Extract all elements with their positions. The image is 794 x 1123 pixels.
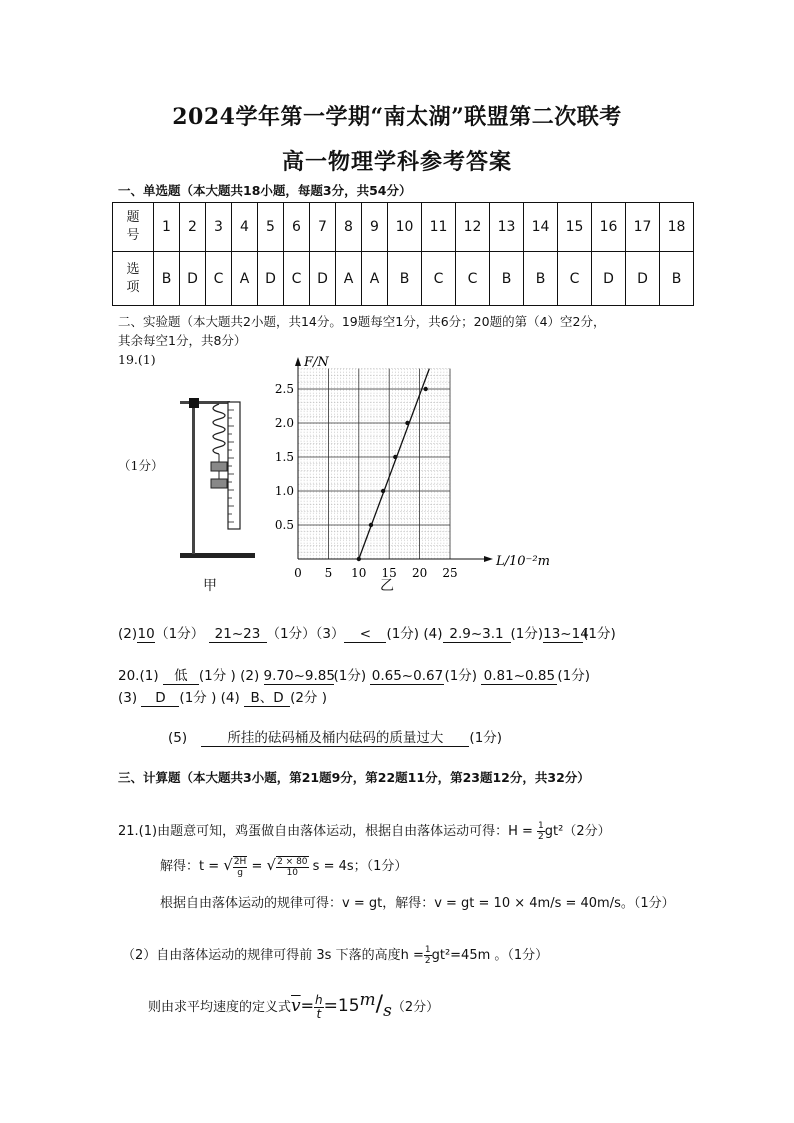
section2-heading-line1: 二、实验题（本大题共2小题，共14分。19题每空1分，共6分；20题的第（4）空2分，: [118, 314, 606, 329]
fraction-2h-g: $\frac{2H}{g}$: [233, 856, 247, 878]
q21-4-lead: （2）自由落体运动的规律可得前 3s 下落的高度h =: [122, 948, 424, 963]
y-tick-label: 2.5: [274, 382, 294, 396]
table-cell-number: 10: [388, 203, 422, 252]
table-cell-answer: B: [490, 252, 524, 306]
table-cell-number: 5: [258, 203, 284, 252]
q21-4-score: （1分）: [507, 948, 549, 963]
chart-data-point: [357, 557, 361, 561]
q20-part-5: (5): [168, 730, 188, 746]
q19-score-4: (1分): [510, 626, 544, 642]
q20-answer-1: 低: [163, 668, 199, 685]
table-cell-number: 17: [626, 203, 660, 252]
q19-part-4: (4): [423, 626, 443, 642]
q20-part-4: (4): [220, 690, 240, 706]
table-cell-number: 18: [660, 203, 694, 252]
fraction-half: $\frac{1}{2}$: [538, 821, 544, 842]
q20-answer-3a: D: [141, 690, 179, 707]
table-cell-number: 13: [490, 203, 524, 252]
unit-s: s: [383, 1001, 392, 1021]
q20-answer-4: 0.81~0.85: [481, 668, 557, 685]
q21-line5: [148, 990, 439, 1021]
sqrt-icon: √: [266, 856, 277, 874]
q19-part-3: （3）: [315, 626, 345, 642]
q21-2-score: （1分）: [366, 859, 408, 874]
chart-y-axis-label: F/N: [304, 355, 329, 370]
chart-ticks: [275, 382, 458, 580]
q20-answers-line3: [168, 726, 502, 747]
slash-icon: /: [375, 992, 384, 1017]
table-cell-number: 15: [558, 203, 592, 252]
q20-score-3a: (1分 ): [179, 690, 217, 706]
y-axis-arrow: [295, 357, 301, 366]
table-cell-number: 3: [206, 203, 232, 252]
x-tick-label: 25: [442, 566, 458, 580]
answer-table: [112, 202, 694, 306]
q19-answer-2: 21~23: [209, 626, 267, 643]
avg-velocity-value: =15: [323, 996, 360, 1016]
table-cell-number: 9: [362, 203, 388, 252]
q21-2-lead: 解得：t =: [160, 859, 220, 874]
x-axis-arrow: [484, 556, 493, 562]
table-cell-number: 14: [524, 203, 558, 252]
q20-answer-2: 9.70~9.85: [263, 668, 335, 684]
table-header-answer: 选项: [113, 252, 154, 306]
table-cell-answer: B: [660, 252, 694, 306]
y-tick-label: 2.0: [274, 416, 294, 430]
q19-label: 19.(1): [118, 352, 156, 367]
q20-answer-4a: B、D: [244, 690, 290, 707]
y-tick-label: 1.0: [274, 484, 294, 498]
q20-part-3: (3): [118, 690, 138, 706]
fraction-h-t: $\frac{h}{t}$: [315, 993, 323, 1021]
q20-answers-line1: [118, 664, 590, 685]
q21-3-text: 根据自由落体运动的规律可得：v = gt，解得：v = gt = 10 × 4m/s = 40m/s。: [160, 896, 634, 911]
q19-answer-1: 10: [137, 626, 155, 642]
sqrt-icon: √: [223, 856, 233, 874]
force-length-chart: [265, 352, 555, 597]
section1-heading: 一、单选题（本大题共18小题，每题3分，共54分）: [118, 183, 412, 198]
table-cell-number: 1: [154, 203, 180, 252]
chart-axes: [295, 357, 493, 562]
q19-score-1: （1分）: [155, 626, 205, 642]
table-cell-answer: B: [388, 252, 422, 306]
chart-data-point: [405, 421, 409, 425]
chart-grid-minor: [298, 369, 450, 559]
q20-answers-line2: [118, 686, 327, 707]
v-bar: $\overline{v}$: [291, 996, 301, 1016]
q21-line4: [122, 944, 548, 966]
table-cell-answer: D: [626, 252, 660, 306]
fraction-160-10: $\frac{2 \times 80}{10}$: [277, 856, 308, 878]
q21-3-score: （1分）: [633, 896, 675, 911]
q20-score-4: (1分): [557, 668, 590, 684]
table-cell-answer: C: [558, 252, 592, 306]
table-cell-number: 6: [284, 203, 310, 252]
section2-heading-line2: 其余每空1分，共8分）: [118, 333, 247, 348]
q20-score-5: (1分): [469, 730, 503, 746]
x-tick-label: 0: [294, 566, 302, 580]
x-tick-label: 15: [381, 566, 397, 580]
q19-part-2: (2): [118, 626, 138, 642]
section3-heading: 三、计算题（本大题共3小题，第21题9分，第22题11分，第23题12分，共32分）: [118, 770, 590, 785]
table-cell-answer: B: [154, 252, 180, 306]
q19-answers-line: [118, 622, 616, 643]
table-cell-answer: C: [206, 252, 232, 306]
q21-2-tail: s = 4s；: [312, 859, 367, 874]
unit-m: m: [359, 990, 376, 1010]
q21-line1: [118, 820, 611, 842]
q21-1-lead: 21.(1)由题意可知，鸡蛋做自由落体运动，根据自由落体运动可得：H =: [118, 824, 533, 839]
table-cell-number: 2: [180, 203, 206, 252]
table-header-number: 题号: [113, 203, 154, 252]
q21-5-score: （2分）: [391, 1000, 440, 1015]
table-cell-number: 8: [336, 203, 362, 252]
q19-score: （1分）: [118, 458, 164, 473]
q21-1-tail: gt²: [544, 824, 564, 839]
table-cell-number: 12: [456, 203, 490, 252]
q19-answer-3: <: [344, 626, 386, 643]
q20-score-3: (1分): [444, 668, 478, 684]
table-cell-answer: D: [310, 252, 336, 306]
q20-part-2: (2): [240, 668, 260, 684]
table-row-numbers: [113, 203, 694, 252]
chart-x-axis-label: L/10⁻²m: [496, 554, 550, 569]
page-subtitle: 高一物理学科参考答案: [281, 149, 512, 175]
x-tick-label: 5: [324, 566, 333, 580]
q20-score-4a: (2分 ): [290, 690, 327, 706]
page-title: 2024学年第一学期“南太湖”联盟第二次联考: [172, 104, 622, 130]
table-cell-answer: D: [180, 252, 206, 306]
table-cell-answer: A: [362, 252, 388, 306]
table-cell-number: 7: [310, 203, 336, 252]
fraction-half: $\frac{1}{2}$: [424, 945, 431, 966]
q21-line2: [160, 855, 407, 878]
chart-data-point: [393, 455, 397, 459]
table-cell-number: 4: [232, 203, 258, 252]
table-cell-number: 11: [422, 203, 456, 252]
table-row-answers: [113, 252, 694, 306]
chart-data-point: [423, 387, 427, 391]
q20-answer-3: 0.65~0.67: [371, 668, 444, 684]
q19-score-2: （1分）: [266, 626, 316, 642]
q21-5-lead: 则由求平均速度的定义式: [148, 1000, 292, 1015]
table-cell-answer: A: [232, 252, 258, 306]
q19-score-5: (1分): [583, 626, 616, 642]
table-cell-answer: C: [284, 252, 310, 306]
table-cell-answer: A: [336, 252, 362, 306]
q19-answer-5: 13~14: [543, 626, 589, 642]
chart-data-point: [381, 489, 385, 493]
q20-answer-5: 所挂的砝码桶及桶内砝码的质量过大: [201, 730, 469, 747]
figure-label-jia: 甲: [203, 578, 217, 594]
q19-answer-4: 2.9~3.1: [443, 626, 511, 643]
x-tick-label: 10: [351, 566, 367, 580]
spring-stand-figure: [175, 390, 260, 565]
q20-score-2: (1分): [333, 668, 367, 684]
table-cell-answer: C: [422, 252, 456, 306]
x-tick-label: 20: [411, 566, 428, 580]
figure-label-yi: 乙: [380, 578, 394, 594]
table-cell-answer: B: [524, 252, 558, 306]
y-tick-label: 0.5: [274, 518, 294, 532]
q21-line3: [160, 892, 675, 911]
q20-part-1: 20.(1): [118, 668, 159, 684]
q19-score-3: (1分): [386, 626, 420, 642]
table-cell-number: 16: [592, 203, 626, 252]
table-cell-answer: D: [592, 252, 626, 306]
q21-4-tail: gt²=45m 。: [431, 948, 508, 963]
equals-sign: =: [251, 859, 263, 874]
equals-sign: =: [300, 996, 315, 1015]
chart-data-point: [369, 523, 373, 527]
table-cell-answer: C: [456, 252, 490, 306]
table-cell-answer: D: [258, 252, 284, 306]
q20-score-1: (1分 ): [198, 668, 236, 684]
q21-1-score: （2分）: [563, 824, 611, 839]
y-tick-label: 1.5: [274, 450, 294, 464]
